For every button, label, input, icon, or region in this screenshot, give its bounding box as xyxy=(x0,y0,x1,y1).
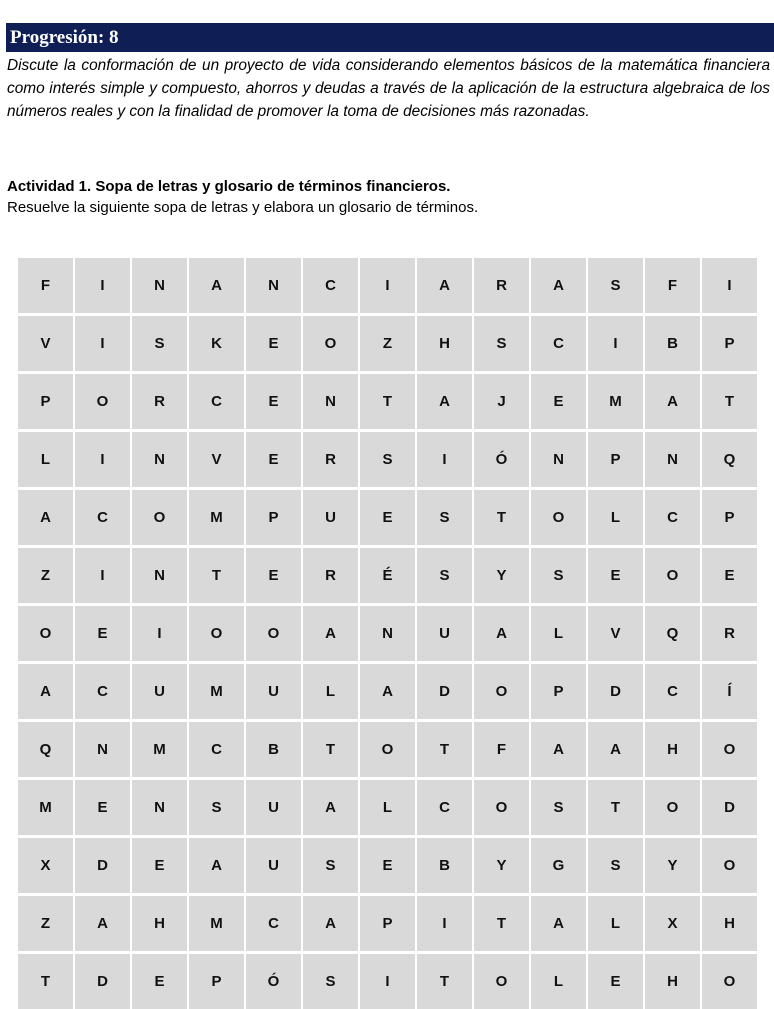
word-search-cell: Y xyxy=(474,838,529,893)
word-search-cell: D xyxy=(417,664,472,719)
word-search-cell: C xyxy=(189,722,244,777)
word-search-cell: E xyxy=(132,954,187,1009)
word-search-cell: O xyxy=(303,316,358,371)
word-search-cell: Y xyxy=(474,548,529,603)
word-search-cell: O xyxy=(531,490,586,545)
word-search-cell: C xyxy=(303,258,358,313)
word-search-cell: D xyxy=(75,838,130,893)
word-search-cell: Q xyxy=(702,432,757,487)
word-search-cell: Q xyxy=(645,606,700,661)
word-search-cell: S xyxy=(474,316,529,371)
word-search-cell: P xyxy=(702,316,757,371)
word-search-cell: I xyxy=(588,316,643,371)
word-search-cell: P xyxy=(360,896,415,951)
word-search-cell: L xyxy=(360,780,415,835)
word-search-cell: R xyxy=(303,548,358,603)
word-search-cell: Ó xyxy=(246,954,301,1009)
word-search-cell: I xyxy=(417,896,472,951)
word-search-cell: P xyxy=(189,954,244,1009)
word-search-cell: O xyxy=(18,606,73,661)
word-search-cell: A xyxy=(360,664,415,719)
word-search-cell: T xyxy=(588,780,643,835)
word-search-cell: P xyxy=(702,490,757,545)
word-search-cell: K xyxy=(189,316,244,371)
word-search-cell: A xyxy=(531,258,586,313)
word-search-cell: U xyxy=(246,838,301,893)
word-search-cell: P xyxy=(588,432,643,487)
word-search-cell: F xyxy=(474,722,529,777)
word-search-cell: B xyxy=(246,722,301,777)
word-search-cell: O xyxy=(474,954,529,1009)
word-search-cell: A xyxy=(531,896,586,951)
word-search-cell: N xyxy=(246,258,301,313)
word-search-cell: I xyxy=(75,548,130,603)
word-search-cell: X xyxy=(645,896,700,951)
word-search-cell: L xyxy=(531,606,586,661)
word-search-cell: F xyxy=(645,258,700,313)
word-search-cell: C xyxy=(417,780,472,835)
word-search-cell: U xyxy=(246,664,301,719)
word-search-cell: M xyxy=(189,664,244,719)
word-search-cell: H xyxy=(132,896,187,951)
word-search-cell: A xyxy=(417,258,472,313)
word-search-cell: N xyxy=(531,432,586,487)
word-search-cell: N xyxy=(132,780,187,835)
word-search-cell: I xyxy=(75,316,130,371)
word-search-cell: N xyxy=(645,432,700,487)
word-search-cell: L xyxy=(588,490,643,545)
word-search-cell: T xyxy=(189,548,244,603)
word-search-cell: M xyxy=(18,780,73,835)
word-search-cell: Z xyxy=(18,896,73,951)
word-search-cell: A xyxy=(303,780,358,835)
word-search-cell: C xyxy=(645,490,700,545)
word-search-cell: S xyxy=(303,838,358,893)
word-search-cell: I xyxy=(360,954,415,1009)
word-search-cell: E xyxy=(75,606,130,661)
word-search-cell: H xyxy=(645,954,700,1009)
word-search-cell: Í xyxy=(702,664,757,719)
word-search-cell: E xyxy=(702,548,757,603)
word-search-cell: L xyxy=(18,432,73,487)
word-search-cell: S xyxy=(417,490,472,545)
word-search-cell: E xyxy=(531,374,586,429)
word-search-cell: V xyxy=(588,606,643,661)
word-search-cell: A xyxy=(189,838,244,893)
word-search-cell: E xyxy=(246,432,301,487)
word-search-cell: O xyxy=(189,606,244,661)
word-search-cell: B xyxy=(645,316,700,371)
word-search-cell: É xyxy=(360,548,415,603)
word-search-cell: V xyxy=(189,432,244,487)
word-search-cell: D xyxy=(588,664,643,719)
word-search-cell: E xyxy=(588,954,643,1009)
word-search-cell: N xyxy=(132,258,187,313)
word-search-cell: S xyxy=(417,548,472,603)
word-search-cell: E xyxy=(360,838,415,893)
word-search-cell: A xyxy=(531,722,586,777)
word-search-cell: A xyxy=(189,258,244,313)
word-search-cell: O xyxy=(474,780,529,835)
word-search-cell: S xyxy=(360,432,415,487)
word-search-cell: O xyxy=(360,722,415,777)
word-search-cell: C xyxy=(75,490,130,545)
word-search-cell: N xyxy=(132,432,187,487)
word-search-cell: N xyxy=(303,374,358,429)
word-search-cell: O xyxy=(702,954,757,1009)
word-search-cell: E xyxy=(588,548,643,603)
word-search-cell: T xyxy=(702,374,757,429)
word-search-cell: S xyxy=(132,316,187,371)
word-search-cell: O xyxy=(645,548,700,603)
word-search-cell: S xyxy=(531,780,586,835)
word-search-cell: D xyxy=(75,954,130,1009)
activity-instructions: Resuelve la siguiente sopa de letras y elabora un glosario de términos. xyxy=(7,199,479,216)
word-search-cell: E xyxy=(75,780,130,835)
word-search-cell: Y xyxy=(645,838,700,893)
progression-title: Progresión: 8 xyxy=(6,23,774,52)
word-search-cell: U xyxy=(417,606,472,661)
word-search-cell: I xyxy=(75,432,130,487)
word-search-cell: M xyxy=(132,722,187,777)
word-search-cell: E xyxy=(360,490,415,545)
word-search-cell: T xyxy=(360,374,415,429)
word-search-cell: C xyxy=(531,316,586,371)
word-search-cell: R xyxy=(303,432,358,487)
word-search-cell: N xyxy=(75,722,130,777)
word-search-cell: O xyxy=(702,838,757,893)
word-search-cell: F xyxy=(18,258,73,313)
word-search-cell: I xyxy=(417,432,472,487)
word-search-cell: L xyxy=(303,664,358,719)
word-search-cell: I xyxy=(75,258,130,313)
word-search-cell: O xyxy=(75,374,130,429)
word-search-cell: D xyxy=(702,780,757,835)
word-search-cell: E xyxy=(246,316,301,371)
word-search-cell: M xyxy=(588,374,643,429)
word-search-cell: A xyxy=(417,374,472,429)
word-search-cell: A xyxy=(303,606,358,661)
word-search-cell: B xyxy=(417,838,472,893)
word-search-cell: E xyxy=(132,838,187,893)
word-search-cell: T xyxy=(303,722,358,777)
word-search-cell: O xyxy=(645,780,700,835)
word-search-cell: S xyxy=(303,954,358,1009)
word-search-cell: R xyxy=(132,374,187,429)
word-search-cell: C xyxy=(189,374,244,429)
word-search-cell: O xyxy=(474,664,529,719)
word-search-cell: O xyxy=(702,722,757,777)
word-search-cell: M xyxy=(189,490,244,545)
word-search-cell: A xyxy=(18,664,73,719)
word-search-cell: S xyxy=(588,258,643,313)
word-search-cell: T xyxy=(417,954,472,1009)
word-search-cell: M xyxy=(189,896,244,951)
progression-description: Discute la conformación de un proyecto de vida considerando elementos básicos de la matemática financiera como interés simple y compuesto, ahorros y deudas a través de la aplicación de la estructura algebraica de los números reales y con la finalidad de promover la toma de decisiones más razonadas. xyxy=(7,57,770,120)
word-search-cell: I xyxy=(132,606,187,661)
word-search-cell: T xyxy=(474,896,529,951)
word-search-cell: A xyxy=(18,490,73,545)
word-search-cell: T xyxy=(417,722,472,777)
word-search-cell: Z xyxy=(360,316,415,371)
word-search-cell: H xyxy=(417,316,472,371)
word-search-cell: T xyxy=(18,954,73,1009)
word-search-cell: R xyxy=(702,606,757,661)
word-search-cell: O xyxy=(132,490,187,545)
word-search-cell: S xyxy=(531,548,586,603)
word-search-cell: U xyxy=(132,664,187,719)
word-search-cell: H xyxy=(702,896,757,951)
word-search-cell: P xyxy=(18,374,73,429)
word-search-cell: R xyxy=(474,258,529,313)
word-search-cell: U xyxy=(246,780,301,835)
word-search-cell: V xyxy=(18,316,73,371)
word-search-cell: X xyxy=(18,838,73,893)
word-search-cell: O xyxy=(246,606,301,661)
word-search-cell: C xyxy=(645,664,700,719)
word-search-cell: A xyxy=(474,606,529,661)
word-search-cell: N xyxy=(360,606,415,661)
word-search-cell: T xyxy=(474,490,529,545)
word-search-cell: N xyxy=(132,548,187,603)
word-search-cell: E xyxy=(246,374,301,429)
word-search-cell: Z xyxy=(18,548,73,603)
word-search-cell: L xyxy=(588,896,643,951)
word-search-cell: C xyxy=(246,896,301,951)
word-search-cell: A xyxy=(303,896,358,951)
word-search-cell: E xyxy=(246,548,301,603)
word-search-cell: A xyxy=(645,374,700,429)
word-search-cell: U xyxy=(303,490,358,545)
word-search-cell: Q xyxy=(18,722,73,777)
word-search-cell: P xyxy=(531,664,586,719)
word-search-cell: A xyxy=(75,896,130,951)
word-search-cell: S xyxy=(588,838,643,893)
word-search-cell: H xyxy=(645,722,700,777)
word-search-cell: C xyxy=(75,664,130,719)
word-search-cell: Ó xyxy=(474,432,529,487)
word-search-grid xyxy=(18,258,757,1009)
word-search-cell: S xyxy=(189,780,244,835)
word-search-cell: I xyxy=(702,258,757,313)
word-search-cell: L xyxy=(531,954,586,1009)
activity-title: Actividad 1. Sopa de letras y glosario de términos financieros. xyxy=(7,178,451,195)
word-search-cell: I xyxy=(360,258,415,313)
word-search-cell: G xyxy=(531,838,586,893)
word-search-cell: P xyxy=(246,490,301,545)
word-search-cell: J xyxy=(474,374,529,429)
word-search-cell: A xyxy=(588,722,643,777)
